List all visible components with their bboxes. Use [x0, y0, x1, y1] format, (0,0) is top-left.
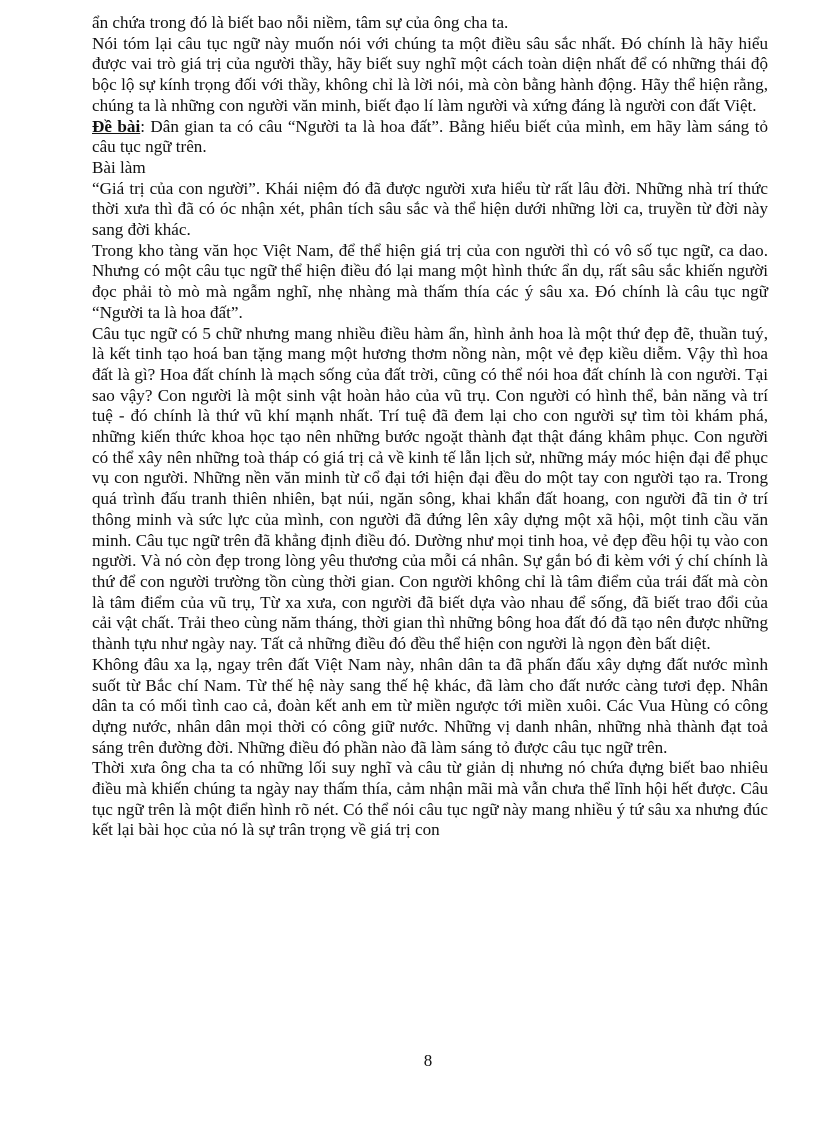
essay-paragraph-1: “Giá trị của con người”. Khái niệm đó đã được người xưa hiểu từ rất lâu đời. Những nhà trí thức thời xưa thì đã có óc nhận xét, phân tích sâu sắc và thể hiện dưới những lời ca, truyền từ đời này sang đời khác.	[92, 178, 768, 240]
essay-paragraph-4: Không đâu xa lạ, ngay trên đất Việt Nam này, nhân dân ta đã phấn đấu xây dựng đất nước mình suốt từ Bắc chí Nam. Từ thế hệ này sang thế hệ khác, đã làm cho đất nước càng tươi đẹp. Nhân dân ta có mối tình cao cả, đoàn kết anh em từ miền ngược tới miền xuôi. Các Vua Hùng có công dựng nước, nhân dân mọi thời có công giữ nước. Những vị danh nhân, những nhà thành đạt toả sáng trên đường đời. Những điều đó phần nào đã làm sáng tỏ được câu tục ngữ trên.	[92, 654, 768, 757]
paragraph-conclusion: Nói tóm lại câu tục ngữ này muốn nói với chúng ta một điều sâu sắc nhất. Đó chính là hãy hiểu được vai trò giá trị của người thầy, hãy biết suy nghĩ một cách toàn diện nhất để có những thái độ bộc lộ sự kính trọng đối với thầy, không chỉ là lời nói, mà còn bằng hành động. Hãy thể hiện rằng, chúng ta là những con người văn minh, biết đạo lí làm người và xứng đáng là người con đất Việt.	[92, 33, 768, 115]
essay-paragraph-3: Câu tục ngữ có 5 chữ nhưng mang nhiều điều hàm ẩn, hình ảnh hoa là một thứ đẹp đẽ, thuần tuý, là kết tinh tạo hoá ban tặng mang một hương thơm nồng nàn, một vẻ đẹp kiều diễm. Vậy thì hoa đất là gì? Hoa đất chính là mạch sống của đất trời, cũng có thể nói hoa đất chính là con người. Tại sao vậy? Con người là một sinh vật hoàn hảo của vũ trụ. Con người có hình thể, bản năng và trí tuệ - đó chính là thứ vũ khí mạnh nhất. Trí tuệ đã đem lại cho con người sự tìm tòi khám phá, những kiến thức khoa học tạo nên những bước ngoặt thành đạt thật đáng khâm phục. Con người có thể xây nên những toà tháp có giá trị cả về kinh tế lẫn lịch sử, những máy móc hiện đại để phục vụ con người. Những nền văn minh từ cổ đại tới hiện đại đều do một tay con người tạo ra. Trong quá trình đấu tranh thiên nhiên, bạt núi, ngăn sông, khai khẩn đất hoang, con người đã tin ở trí thông minh và sức lực của mình, con người đã đứng lên xây dựng một xã hội, một tinh cầu văn minh. Câu tục ngữ trên đã khẳng định điều đó. Dường như mọi tinh hoa, vẻ đẹp đều hội tụ vào con người. Và nó còn đẹp trong lòng yêu thương của mỗi cá nhân. Sự gắn bó đi kèm với ý chí chính là thứ để con người trường tồn cùng thời gian. Con người không chỉ là tâm điểm của trái đất mà còn là tâm điểm của vũ trụ, Từ xa xưa, con người đã biết dựa vào nhau để sống, đã biết trao đổi của cải vật chất. Trải theo cùng năm tháng, thời gian thì những bông hoa đất đó đã tạo nên được những thành tựu như ngày nay. Tất cả những điều đó đều thể hiện con người là ngọn đèn bất diệt.	[92, 323, 768, 654]
assignment-text: : Dân gian ta có câu “Người ta là hoa đất”. Bằng hiểu biết của mình, em hãy làm sáng tỏ câu tục ngữ trên.	[92, 116, 768, 157]
body-text	[92, 13, 768, 841]
essay-paragraph-2: Trong kho tàng văn học Việt Nam, để thể hiện giá trị của con người thì có vô số tục ngữ, ca dao. Nhưng có một câu tục ngữ thể hiện điều đó lại mang một hình thức ẩn dụ, rất sâu sắc khiến người đọc phải tò mò mà ngẫm nghĩ, nhẹ nhàng mà thấm thía các ý sâu xa. Đó chính là câu tục ngữ “Người ta là hoa đất”.	[92, 240, 768, 322]
assignment-label: Đề bài	[92, 116, 141, 136]
page-number: 8	[423, 1051, 433, 1070]
assignment-prompt	[92, 117, 768, 158]
essay-paragraph-5: Thời xưa ông cha ta có những lối suy nghĩ và câu từ giản dị nhưng nó chứa đựng biết bao nhiêu điều mà khiến chúng ta ngày nay thấm thía, cảm nhận mãi mà vẫn chưa thể lĩnh hội hết được. Câu tục ngữ trên là một điển hình rõ nét. Có thể nói câu tục ngữ này mang nhiều ý tứ sâu xa nhưng đúc kết lại bài học của nó là sự trân trọng về giá trị con	[92, 758, 768, 840]
essay-heading: Bài làm	[92, 157, 146, 177]
paragraph-continuation: ẩn chứa trong đó là biết bao nỗi niềm, tâm sự của ông cha ta.	[92, 13, 509, 32]
